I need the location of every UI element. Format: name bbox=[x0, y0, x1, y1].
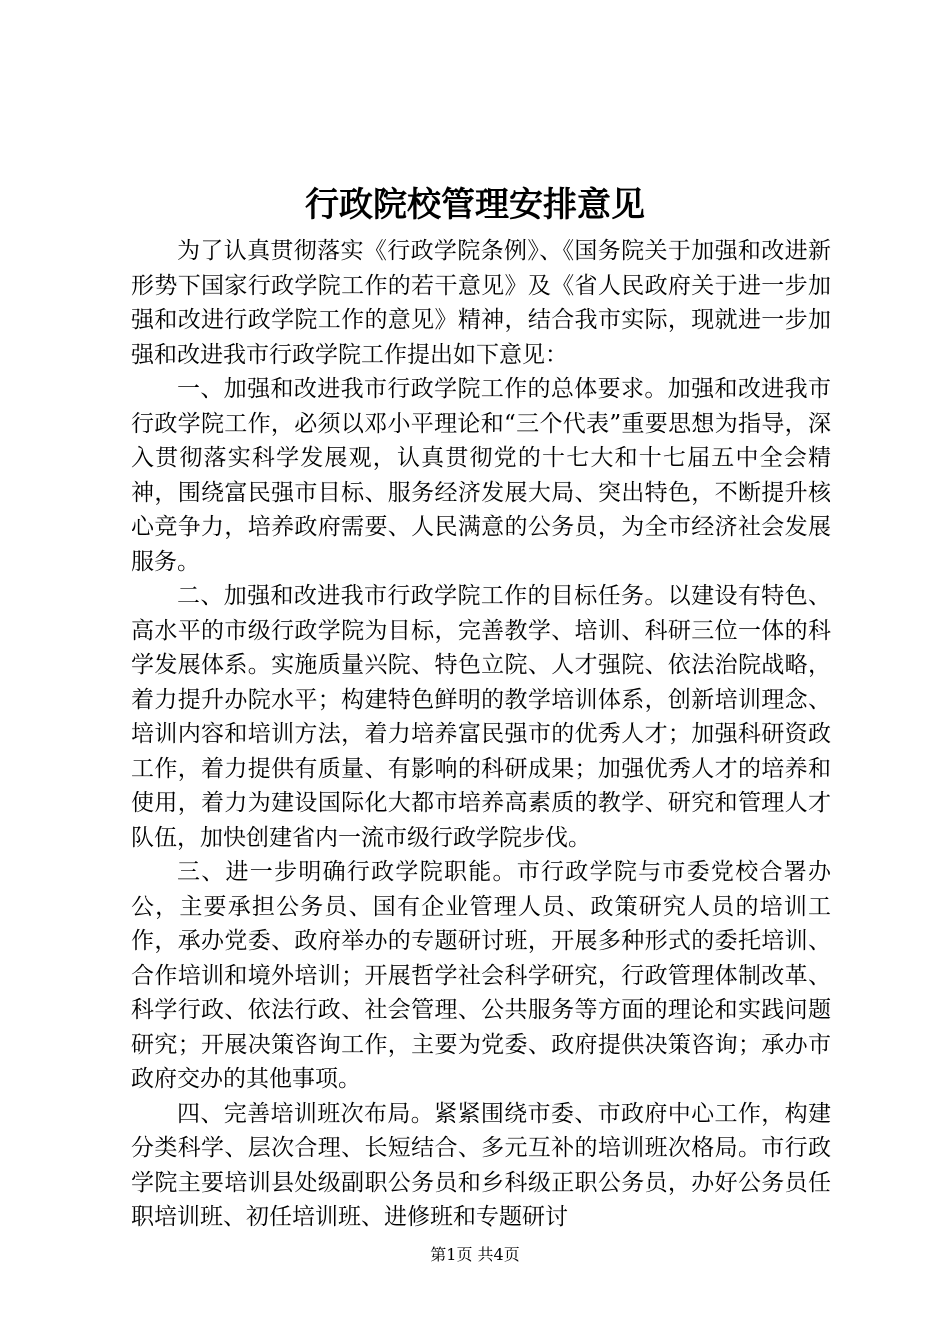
paragraph-section-2: 二、加强和改进我市行政学院工作的目标任务。以建设有特色、高水平的市级行政学院为目标，完善教学、培训、科研三位一体的科学发展体系。实施质量兴院、特色立院、人才强院、依法治院战略，着力提升办院水平；构建特色鲜明的教学培训体系，创新培训理念、培训内容和培训方法，着力培养富民强市的优秀人才；加强科研资政工作，着力提供有质量、有影响的科研成果；加强优秀人才的培养和使用，着力为建设国际化大都市培养高素质的教学、研究和管理人才队伍，加快创建省内一流市级行政学院步伐。 bbox=[131, 583, 831, 851]
paragraph-section-1: 一、加强和改进我市行政学院工作的总体要求。加强和改进我市行政学院工作，必须以邓小平理论和“三个代表”重要思想为指导，深入贯彻落实科学发展观，认真贯彻党的十七大和十七届五中全会精神，围绕富民强市目标、服务经济发展大局、突出特色，不断提升核心竞争力，培养政府需要、人民满意的公务员，为全市经济社会发展服务。 bbox=[131, 376, 831, 575]
paragraph-intro: 为了认真贯彻落实《行政学院条例》、《国务院关于加强和改进新形势下国家行政学院工作的若干意见》及《省人民政府关于进一步加强和改进行政学院工作的意见》精神，结合我市实际，现就进一步加强和改进我市行政学院工作提出如下意见： bbox=[131, 238, 831, 368]
page-footer: 第1页 共4页 bbox=[430, 1245, 520, 1264]
paragraph-section-4: 四、完善培训班次布局。紧紧围绕市委、市政府中心工作，构建分类科学、层次合理、长短结合、多元互补的培训班次格局。市行政学院主要培训县处级副职公务员和乡科级正职公务员，办好公务员任职培训班、初任培训班、进修班和专题研讨 bbox=[131, 1100, 831, 1230]
document-body bbox=[131, 234, 831, 1235]
document-title: 行政院校管理安排意见 bbox=[305, 185, 645, 225]
paragraph-section-3: 三、进一步明确行政学院职能。市行政学院与市委党校合署办公，主要承担公务员、国有企业管理人员、政策研究人员的培训工作，承办党委、政府举办的专题研讨班，开展多种形式的委托培训、合作培训和境外培训；开展哲学社会科学研究，行政管理体制改革、科学行政、依法行政、社会管理、公共服务等方面的理论和实践问题研究；开展决策咨询工作，主要为党委、政府提供决策咨询；承办市政府交办的其他事项。 bbox=[131, 859, 831, 1092]
